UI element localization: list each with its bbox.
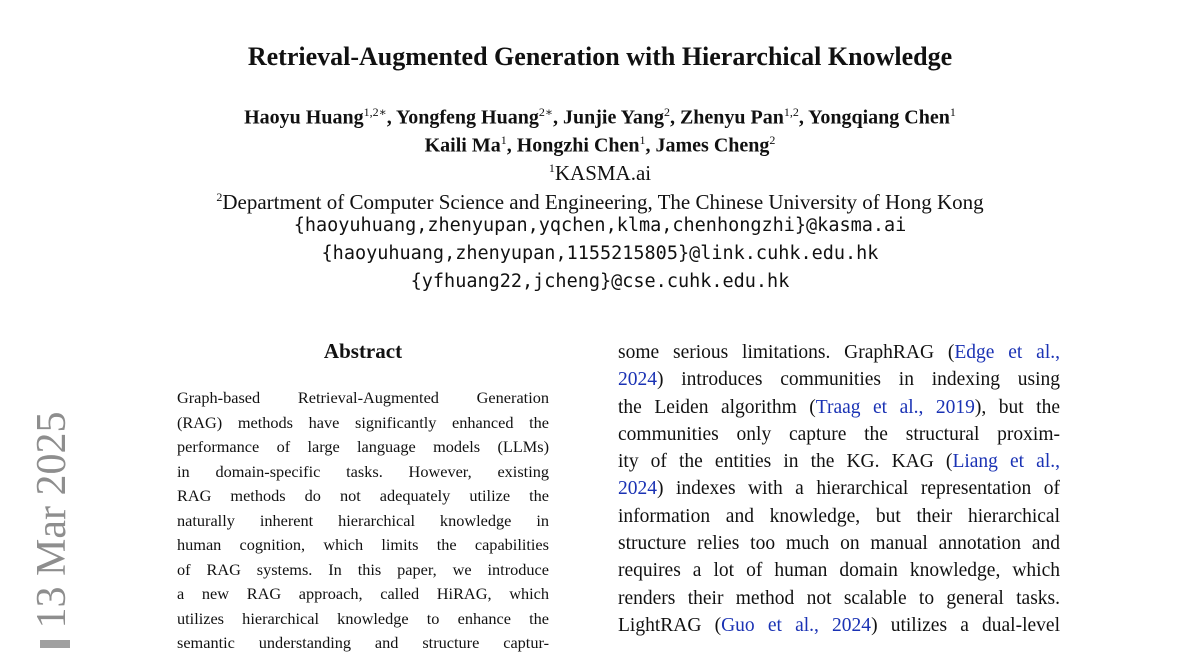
body-text-line (618, 530, 1060, 557)
body-text-line (618, 557, 1060, 584)
email-line-3: {yfhuang22,jcheng}@cse.cuhk.edu.hk (410, 271, 790, 292)
body-text-line (618, 585, 1060, 612)
arxiv-stamp-fragment (40, 640, 70, 648)
paper-title: Retrieval-Augmented Generation with Hierarchical Knowledge (247, 42, 953, 71)
body-text-line (618, 366, 1060, 393)
line1-author-name: Junjie Yang (563, 106, 664, 129)
abstract-line: of RAG systems. In this paper, we introduce (177, 559, 549, 579)
line1-author-affiliation-marker: 1 (949, 105, 956, 119)
body-text: information and knowledge, but their hierarchical (618, 505, 1060, 527)
line2-author-name: Kaili Ma (424, 134, 501, 157)
line1-author-affiliation-marker: 2 (663, 105, 670, 119)
body-text-line (618, 448, 1060, 475)
line1-author-name: Yongfeng Huang (396, 106, 539, 129)
body-text-line (618, 394, 1060, 421)
citation-link[interactable]: 2024 (618, 478, 657, 500)
body-text-line (618, 612, 1060, 639)
line2-author-affiliation-marker: 1 (500, 133, 507, 147)
line2-author-name: Hongzhi Chen (516, 134, 640, 157)
line2-author-name: James Cheng (655, 134, 770, 157)
body-text-line (618, 421, 1060, 448)
body-text-line (618, 475, 1060, 502)
line1-author-affiliation-marker: 1,2∗ (363, 105, 387, 119)
email-line-2: {haoyuhuang,zhenyupan,1155215805}@link.cuhk.edu.hk (321, 243, 879, 264)
body-text: ity of the entities in the KG. KAG ( (618, 451, 953, 473)
affiliation-2-name: Department of Computer Science and Engineering, The Chinese University of Hong Kong (222, 190, 984, 214)
body-text-line (618, 503, 1060, 530)
line1-author-name: Haoyu Huang (244, 106, 364, 129)
line1-author-affiliation-marker: 2∗ (538, 105, 553, 119)
abstract-line: a new RAG approach, called HiRAG, which (177, 584, 549, 603)
body-text: LightRAG ( (618, 614, 722, 636)
abstract-line: utilizes hierarchical knowledge to enhance the (177, 608, 549, 628)
abstract-line: RAG methods do not adequately utilize the (177, 486, 549, 505)
body-text: communities only capture the structural proxim- (618, 423, 1060, 445)
citation-link[interactable]: Traag et al., 2019 (815, 396, 975, 418)
body-text: requires a lot of human domain knowledge, which (618, 560, 1060, 582)
citation-link[interactable]: Liang et al., (952, 451, 1060, 473)
line1-author-name: Zhenyu Pan (679, 106, 784, 129)
body-text: ) indexes with a hierarchical representation of (657, 478, 1060, 500)
body-text: some serious limitations. GraphRAG ( (618, 342, 955, 363)
body-text-line (618, 339, 1060, 366)
author-list-line-2: Kaili Ma$^1$, Hongzhi Chen$^1$, James Cheng$^2$ (424, 133, 776, 157)
email-line-1: {haoyuhuang,zhenyupan,yqchen,klma,chenhongzhi}@kasma.ai (293, 215, 907, 236)
arxiv-date-stamp (18, 411, 86, 629)
body-text: renders their method not scalable to general tasks. (618, 587, 1060, 609)
body-text: ) utilizes a dual-level (871, 614, 1060, 636)
affiliation-2-marker: 2 (216, 190, 223, 204)
body-text: structure relies too much on manual annotation and (618, 533, 1060, 555)
body-text: ) introduces communities in indexing using (657, 369, 1060, 391)
affiliation-1-name: KASMA.ai (554, 161, 652, 185)
abstract-line: naturally inherent hierarchical knowledge in (177, 510, 549, 530)
author-list-line-1: Haoyu Huang$^{1,2∗}$, Yongfeng Huang$^{2∗}$, Junjie Yang$^2$, Zhenyu Pan$^{1,2}$, Yongqiang Chen$^1$ (244, 105, 956, 129)
abstract-line: performance of large language models (LLMs) (177, 437, 549, 456)
line2-author-affiliation-marker: 1 (639, 133, 646, 147)
abstract-heading: Abstract (323, 339, 403, 363)
arxiv-date-text: 13 Mar 2025 (29, 411, 75, 629)
abstract-body (177, 386, 549, 656)
citation-link[interactable]: Guo et al., 2024 (721, 614, 872, 636)
line1-author-name: Yongqiang Chen (808, 106, 950, 129)
introduction-text-column (618, 339, 1060, 639)
affiliation-1-marker: 1 (548, 161, 555, 175)
body-text: ), but the (974, 396, 1060, 418)
body-text: the Leiden algorithm ( (618, 396, 816, 418)
abstract-line: Graph-based Retrieval-Augmented Generation (177, 388, 549, 407)
abstract-line: semantic understanding and structure captur- (177, 633, 549, 652)
abstract-line: human cognition, which limits the capabilities (177, 535, 549, 554)
citation-link[interactable]: 2024 (618, 369, 657, 391)
line1-author-affiliation-marker: 1,2 (783, 105, 799, 119)
abstract-line: in domain-specific tasks. However, existing (177, 461, 549, 481)
citation-link[interactable]: Edge et al., (954, 342, 1060, 363)
abstract-line: (RAG) methods have significantly enhanced the (177, 412, 549, 432)
line2-author-affiliation-marker: 2 (769, 133, 776, 147)
